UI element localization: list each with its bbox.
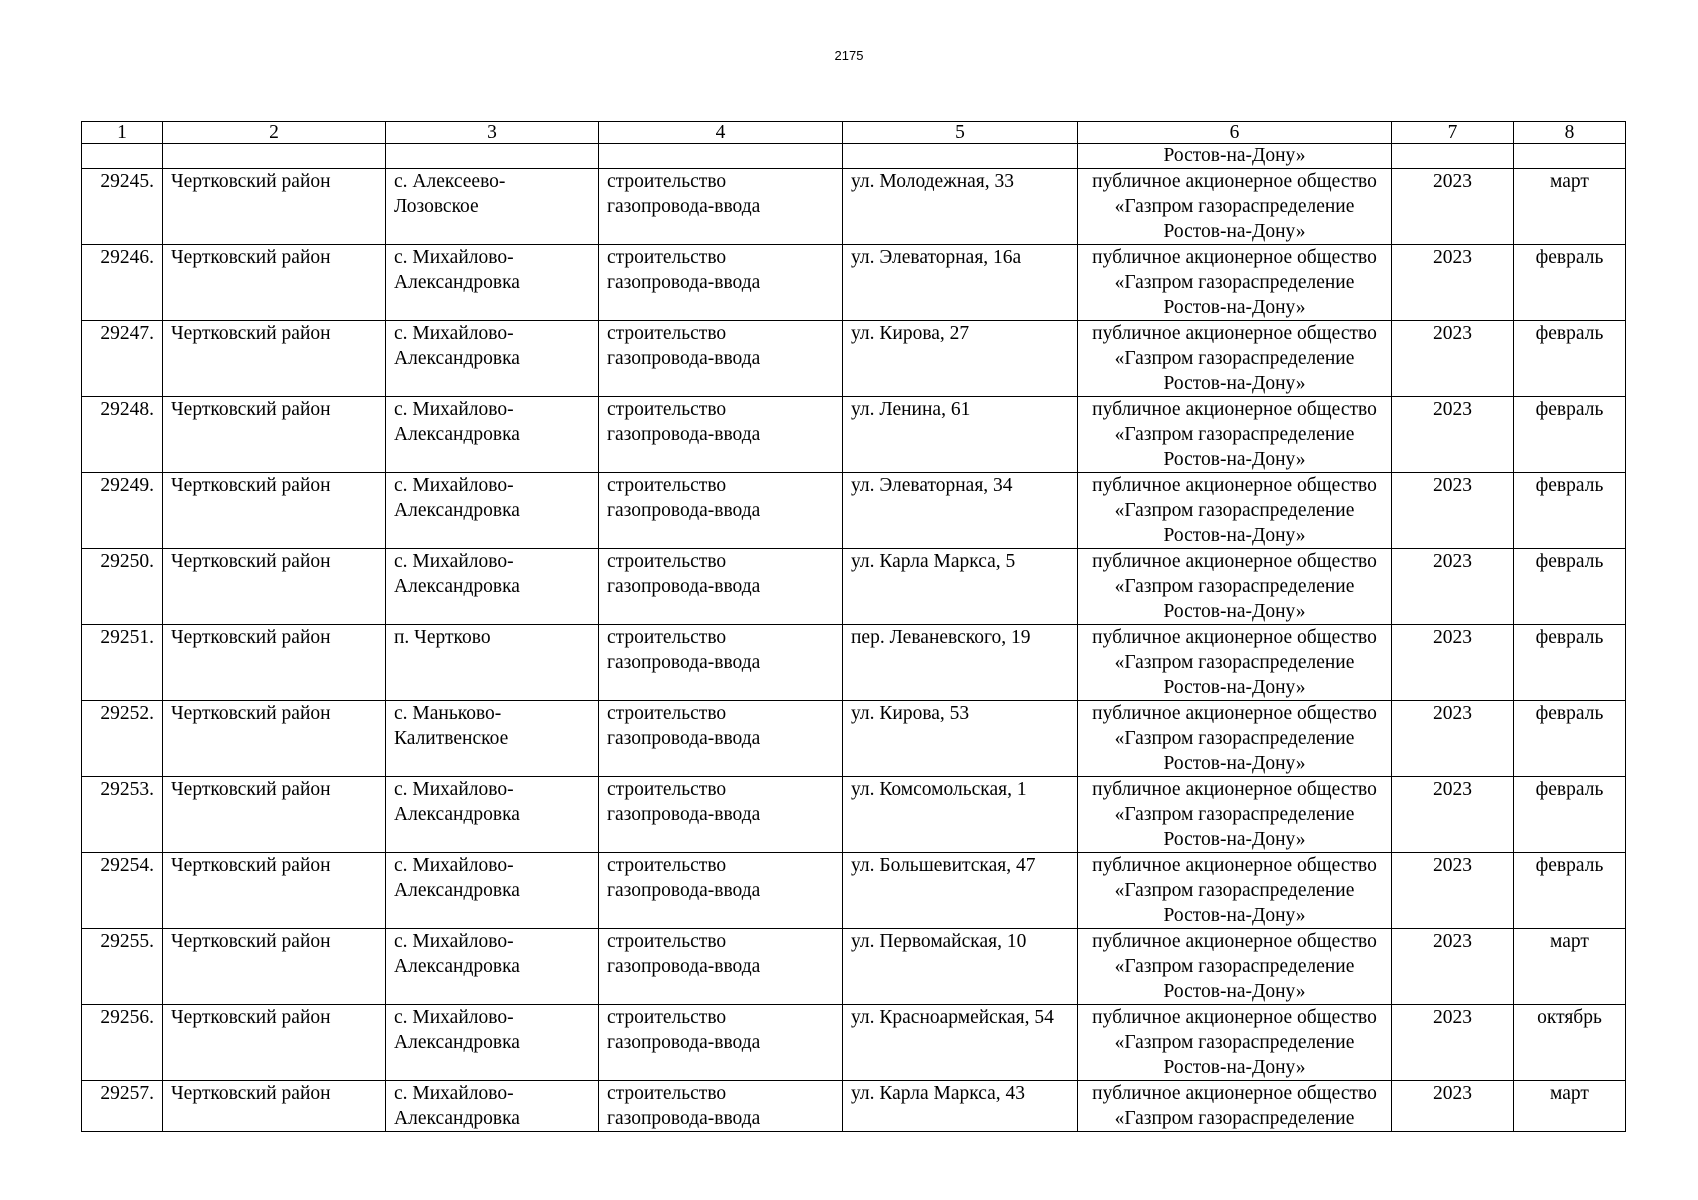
district-cell: Чертковский район	[163, 169, 386, 245]
table-row	[82, 625, 1626, 701]
row-number: 29245.	[82, 169, 163, 245]
row-number: 29247.	[82, 321, 163, 397]
organization-cell: публичное акционерное общество «Газпром газораспределение Ростов-на-Дону»	[1078, 1005, 1392, 1081]
gas-pipeline-table	[81, 121, 1626, 1132]
column-header-1: 1	[82, 122, 163, 144]
column-header-5: 5	[843, 122, 1078, 144]
work-type-cell: строительство газопровода-ввода	[599, 169, 843, 245]
address-cell: ул. Кирова, 27	[843, 321, 1078, 397]
organization-cell: публичное акционерное общество «Газпром газораспределение Ростов-на-Дону»	[1078, 473, 1392, 549]
row-number: 29248.	[82, 397, 163, 473]
work-type-cell: строительство газопровода-ввода	[599, 929, 843, 1005]
address-cell: пер. Леваневского, 19	[843, 625, 1078, 701]
settlement-cell: с. Алексеево- Лозовское	[386, 169, 599, 245]
district-cell: Чертковский район	[163, 625, 386, 701]
organization-cell: публичное акционерное общество «Газпром газораспределение Ростов-на-Дону»	[1078, 321, 1392, 397]
organization-cell: публичное акционерное общество «Газпром газораспределение Ростов-на-Дону»	[1078, 549, 1392, 625]
district-cell: Чертковский район	[163, 777, 386, 853]
month-cell	[1514, 144, 1626, 169]
month-cell: февраль	[1514, 321, 1626, 397]
address-cell: ул. Карла Маркса, 43	[843, 1081, 1078, 1132]
column-header-6: 6	[1078, 122, 1392, 144]
column-header-7: 7	[1392, 122, 1514, 144]
year-cell: 2023	[1392, 245, 1514, 321]
year-cell: 2023	[1392, 929, 1514, 1005]
organization-cell: публичное акционерное общество «Газпром газораспределение Ростов-на-Дону»	[1078, 777, 1392, 853]
address-cell: ул. Большевитская, 47	[843, 853, 1078, 929]
district-cell: Чертковский район	[163, 929, 386, 1005]
settlement-cell: с. Михайлово- Александровка	[386, 549, 599, 625]
table-row	[82, 169, 1626, 245]
column-header-4: 4	[599, 122, 843, 144]
organization-cell: Ростов-на-Дону»	[1078, 144, 1392, 169]
organization-cell: публичное акционерное общество «Газпром газораспределение Ростов-на-Дону»	[1078, 701, 1392, 777]
address-cell: ул. Элеваторная, 34	[843, 473, 1078, 549]
table-row	[82, 929, 1626, 1005]
district-cell: Чертковский район	[163, 1005, 386, 1081]
settlement-cell: с. Михайлово- Александровка	[386, 777, 599, 853]
month-cell: февраль	[1514, 625, 1626, 701]
column-header-8: 8	[1514, 122, 1626, 144]
year-cell: 2023	[1392, 853, 1514, 929]
settlement-cell: с. Михайлово- Александровка	[386, 1005, 599, 1081]
settlement-cell: с. Михайлово- Александровка	[386, 853, 599, 929]
table-row	[82, 853, 1626, 929]
settlement-cell: с. Михайлово- Александровка	[386, 321, 599, 397]
column-header-3: 3	[386, 122, 599, 144]
work-type-cell: строительство газопровода-ввода	[599, 1081, 843, 1132]
year-cell: 2023	[1392, 1081, 1514, 1132]
table-row	[82, 1081, 1626, 1132]
district-cell: Чертковский район	[163, 397, 386, 473]
work-type-cell: строительство газопровода-ввода	[599, 853, 843, 929]
organization-cell: публичное акционерное общество «Газпром газораспределение Ростов-на-Дону»	[1078, 853, 1392, 929]
row-number: 29250.	[82, 549, 163, 625]
table-row	[82, 321, 1626, 397]
district-cell: Чертковский район	[163, 701, 386, 777]
table-row	[82, 549, 1626, 625]
settlement-cell: с. Михайлово- Александровка	[386, 245, 599, 321]
month-cell: февраль	[1514, 777, 1626, 853]
year-cell: 2023	[1392, 625, 1514, 701]
district-cell: Чертковский район	[163, 1081, 386, 1132]
row-number: 29256.	[82, 1005, 163, 1081]
organization-cell: публичное акционерное общество «Газпром газораспределение Ростов-на-Дону»	[1078, 169, 1392, 245]
row-number: 29249.	[82, 473, 163, 549]
column-number-header-row	[82, 122, 1626, 144]
month-cell: март	[1514, 929, 1626, 1005]
page-number: 2175	[834, 48, 864, 63]
row-number: 29255.	[82, 929, 163, 1005]
table-row	[82, 245, 1626, 321]
row-number: 29252.	[82, 701, 163, 777]
address-cell: ул. Карла Маркса, 5	[843, 549, 1078, 625]
year-cell: 2023	[1392, 549, 1514, 625]
year-cell: 2023	[1392, 701, 1514, 777]
work-type-cell: строительство газопровода-ввода	[599, 1005, 843, 1081]
row-number: 29253.	[82, 777, 163, 853]
address-cell: ул. Ленина, 61	[843, 397, 1078, 473]
year-cell: 2023	[1392, 397, 1514, 473]
month-cell: февраль	[1514, 853, 1626, 929]
month-cell: март	[1514, 1081, 1626, 1132]
year-cell: 2023	[1392, 321, 1514, 397]
table-row	[82, 701, 1626, 777]
district-cell	[163, 144, 386, 169]
year-cell: 2023	[1392, 169, 1514, 245]
organization-cell: публичное акционерное общество «Газпром газораспределение	[1078, 1081, 1392, 1132]
row-number: 29251.	[82, 625, 163, 701]
year-cell: 2023	[1392, 1005, 1514, 1081]
organization-cell: публичное акционерное общество «Газпром газораспределение Ростов-на-Дону»	[1078, 625, 1392, 701]
work-type-cell: строительство газопровода-ввода	[599, 625, 843, 701]
month-cell: октябрь	[1514, 1005, 1626, 1081]
year-cell: 2023	[1392, 473, 1514, 549]
work-type-cell	[599, 144, 843, 169]
work-type-cell: строительство газопровода-ввода	[599, 549, 843, 625]
work-type-cell: строительство газопровода-ввода	[599, 473, 843, 549]
work-type-cell: строительство газопровода-ввода	[599, 777, 843, 853]
row-number: 29257.	[82, 1081, 163, 1132]
district-cell: Чертковский район	[163, 321, 386, 397]
address-cell: ул. Красноармейская, 54	[843, 1005, 1078, 1081]
work-type-cell: строительство газопровода-ввода	[599, 245, 843, 321]
table-row	[82, 1005, 1626, 1081]
table-row	[82, 777, 1626, 853]
work-type-cell: строительство газопровода-ввода	[599, 701, 843, 777]
organization-cell: публичное акционерное общество «Газпром газораспределение Ростов-на-Дону»	[1078, 245, 1392, 321]
work-type-cell: строительство газопровода-ввода	[599, 397, 843, 473]
row-number: 29254.	[82, 853, 163, 929]
district-cell: Чертковский район	[163, 853, 386, 929]
month-cell: февраль	[1514, 549, 1626, 625]
settlement-cell	[386, 144, 599, 169]
continuation-row	[82, 144, 1626, 169]
month-cell: март	[1514, 169, 1626, 245]
district-cell: Чертковский район	[163, 473, 386, 549]
address-cell	[843, 144, 1078, 169]
month-cell: февраль	[1514, 397, 1626, 473]
address-cell: ул. Первомайская, 10	[843, 929, 1078, 1005]
district-cell: Чертковский район	[163, 549, 386, 625]
district-cell: Чертковский район	[163, 245, 386, 321]
address-cell: ул. Элеваторная, 16а	[843, 245, 1078, 321]
settlement-cell: с. Михайлово- Александровка	[386, 473, 599, 549]
month-cell: февраль	[1514, 473, 1626, 549]
address-cell: ул. Молодежная, 33	[843, 169, 1078, 245]
settlement-cell: с. Михайлово- Александровка	[386, 929, 599, 1005]
row-number: 29246.	[82, 245, 163, 321]
settlement-cell: с. Михайлово- Александровка	[386, 397, 599, 473]
column-header-2: 2	[163, 122, 386, 144]
row-number	[82, 144, 163, 169]
year-cell: 2023	[1392, 777, 1514, 853]
organization-cell: публичное акционерное общество «Газпром газораспределение Ростов-на-Дону»	[1078, 397, 1392, 473]
table-row	[82, 397, 1626, 473]
month-cell: февраль	[1514, 245, 1626, 321]
table-row	[82, 473, 1626, 549]
address-cell: ул. Комсомольская, 1	[843, 777, 1078, 853]
settlement-cell: п. Чертково	[386, 625, 599, 701]
organization-cell: публичное акционерное общество «Газпром газораспределение Ростов-на-Дону»	[1078, 929, 1392, 1005]
year-cell	[1392, 144, 1514, 169]
month-cell: февраль	[1514, 701, 1626, 777]
address-cell: ул. Кирова, 53	[843, 701, 1078, 777]
settlement-cell: с. Михайлово- Александровка	[386, 1081, 599, 1132]
settlement-cell: с. Маньково- Калитвенское	[386, 701, 599, 777]
work-type-cell: строительство газопровода-ввода	[599, 321, 843, 397]
